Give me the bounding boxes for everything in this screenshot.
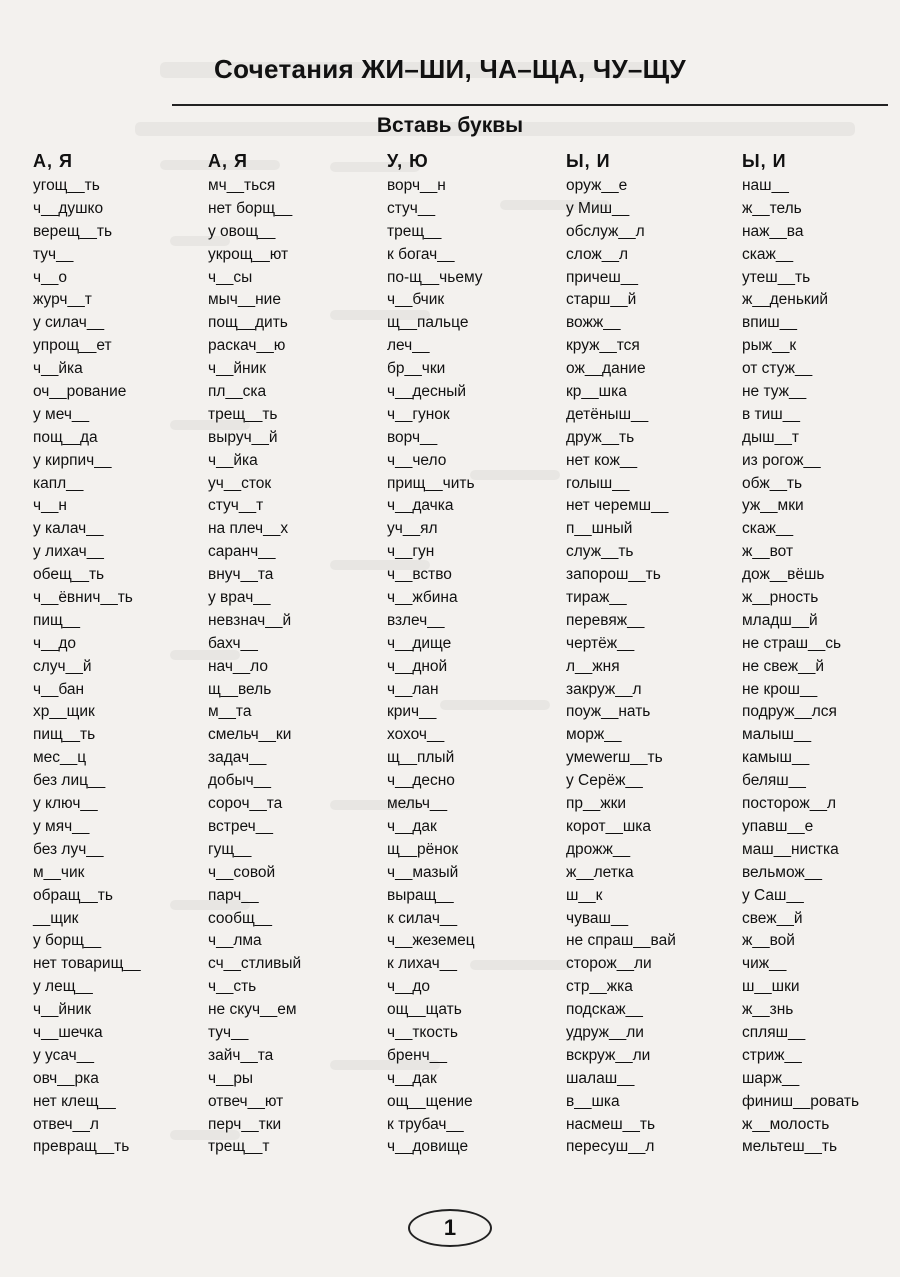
word-item: у кирпич__ — [33, 451, 112, 469]
word-item: верещ__ть — [33, 222, 113, 240]
word-item: щ__плый — [387, 749, 455, 767]
word-item: вскруж__ли — [566, 1046, 651, 1064]
word-item: стр__жка — [566, 978, 633, 996]
word-item: старш__й — [566, 291, 637, 309]
word-item: ощ__щение — [387, 1092, 473, 1110]
word-item: п__шный — [566, 520, 633, 538]
word-item: пр__жки — [566, 795, 627, 813]
word-item: в__шка — [566, 1092, 620, 1110]
word-item: добыч__ — [208, 772, 271, 790]
word-item: ч__довище — [387, 1138, 469, 1156]
word-item: пл__ска — [208, 383, 267, 401]
word-item: встреч__ — [208, 817, 273, 835]
word-item: пощ__дить — [208, 314, 288, 332]
word-item: случ__й — [33, 657, 92, 675]
column-heading: А, Я — [208, 151, 248, 171]
word-list — [387, 175, 483, 1159]
word-item: выруч__й — [208, 428, 278, 446]
word-item: не страш__сь — [742, 634, 842, 652]
word-item: сч__стливый — [208, 955, 302, 973]
word-item: камыш__ — [742, 749, 810, 767]
word-item: смельч__ки — [208, 726, 292, 744]
word-item: финиш__ровать — [742, 1092, 860, 1110]
word-item: без луч__ — [33, 840, 104, 858]
word-item: нет борщ__ — [208, 199, 293, 217]
word-item: обещ__ть — [33, 566, 105, 584]
word-item: ч__ткость — [387, 1023, 458, 1041]
word-item: у борщ__ — [33, 932, 102, 950]
word-item: ворч__ — [387, 428, 438, 446]
word-item: наш__ — [742, 177, 789, 194]
word-item: ч__сы — [208, 268, 253, 286]
word-item: ж__рность — [742, 589, 819, 607]
word-item: ч__йник — [33, 1001, 91, 1019]
word-item: корот__шка — [566, 817, 651, 835]
word-item: леч__ — [387, 337, 430, 355]
word-item: парч__ — [208, 886, 259, 904]
word-item: чиж__ — [742, 955, 787, 973]
word-item: у Миш__ — [566, 199, 630, 217]
word-item: вожж__ — [566, 314, 621, 332]
word-item: хохоч__ — [387, 726, 445, 744]
word-item: младш__й — [742, 611, 818, 629]
word-item: пищ__ — [33, 611, 81, 629]
word-item: ж__знь — [742, 1001, 794, 1019]
word-column-5 — [742, 150, 859, 1159]
word-item: шалаш__ — [566, 1069, 635, 1087]
word-item: малыш__ — [742, 726, 812, 744]
word-item: превращ__ть — [33, 1138, 130, 1156]
word-item: кр__шка — [566, 383, 627, 401]
word-item: мес__ц — [33, 749, 87, 767]
word-item: у лихач__ — [33, 543, 104, 561]
word-item: у ключ__ — [33, 795, 98, 813]
word-item: нет черемш__ — [566, 497, 669, 515]
word-item: __щик — [33, 909, 79, 927]
word-item: оч__рование — [33, 383, 127, 401]
word-item: тираж__ — [566, 589, 627, 607]
word-item: у силач__ — [33, 314, 105, 332]
word-item: обслуж__л — [566, 222, 645, 240]
word-item: скаж__ — [742, 245, 794, 263]
word-item: у лещ__ — [33, 978, 93, 996]
word-item: обж__ть — [742, 474, 803, 492]
word-item: овч__рка — [33, 1069, 99, 1087]
word-item: беляш__ — [742, 772, 806, 790]
word-item: у меч__ — [33, 405, 90, 423]
word-item: ж__вот — [742, 543, 794, 561]
word-item: невзнач__й — [208, 611, 292, 629]
word-item: не свеж__й — [742, 657, 825, 675]
word-item: без лиц__ — [33, 772, 106, 790]
word-item: бренч__ — [387, 1046, 447, 1064]
word-item: ч__гун — [387, 543, 435, 561]
word-column-4 — [566, 150, 676, 1159]
column-heading: А, Я — [33, 151, 73, 171]
word-item: нет товарищ__ — [33, 955, 141, 973]
word-item: ощ__щать — [387, 1001, 462, 1019]
word-item: туч__ — [33, 245, 74, 263]
word-item: раскач__ю — [208, 337, 286, 355]
word-item: отвеч__л — [33, 1115, 99, 1133]
word-item: щ__вель — [208, 680, 272, 698]
word-item: л__жня — [566, 657, 620, 675]
word-item: дож__вёшь — [742, 566, 825, 584]
word-item: ш__к — [566, 886, 603, 904]
word-item: ч__вство — [387, 566, 452, 584]
word-item: ч__бчик — [387, 291, 445, 309]
column-heading: Ы, И — [742, 151, 787, 171]
word-item: ч__до — [33, 634, 76, 652]
word-item: журч__т — [33, 291, 92, 309]
word-item: чертёж__ — [566, 634, 635, 652]
word-item: ч__дище — [387, 634, 452, 652]
word-item: пищ__ть — [33, 726, 96, 744]
word-item: ч__мазый — [387, 863, 459, 881]
word-item: м__чик — [33, 863, 85, 881]
page-title: Сочетания ЖИ–ШИ, ЧА–ЩА, ЧУ–ЩУ — [214, 54, 686, 84]
word-item: хр__щик — [33, 703, 95, 721]
word-list — [208, 175, 301, 1159]
word-item: ч__сть — [208, 978, 257, 996]
word-item: ч__жеземец — [387, 932, 475, 950]
word-item: рыж__к — [742, 337, 797, 355]
word-item: к силач__ — [387, 909, 458, 927]
word-item: мельч__ — [387, 795, 448, 813]
word-item: запорош__ть — [566, 566, 661, 584]
word-item: ч__ёвнич__ть — [33, 589, 133, 607]
word-item: чуваш__ — [566, 909, 629, 927]
word-item: укрощ__ют — [208, 245, 289, 263]
word-item: свеж__й — [742, 909, 803, 927]
word-item: дрожж__ — [566, 840, 631, 858]
word-item: у овощ__ — [208, 222, 276, 240]
word-item: м__та — [208, 703, 252, 721]
word-item: крич__ — [387, 703, 437, 721]
word-item: не скуч__ем — [208, 1001, 297, 1019]
word-item: сторож__ли — [566, 955, 652, 973]
word-item: зайч__та — [208, 1046, 274, 1064]
word-column-3 — [387, 150, 483, 1159]
word-item: у Серёж__ — [566, 772, 643, 790]
word-item: ж__денький — [742, 291, 829, 309]
word-item: отвеч__ют — [208, 1092, 284, 1110]
word-item: ш__шки — [742, 978, 800, 996]
column-heading: У, Ю — [387, 151, 429, 171]
word-item: щ__рёнок — [387, 840, 459, 858]
word-item: насмеш__ть — [566, 1115, 656, 1133]
column-heading: Ы, И — [566, 151, 611, 171]
word-item: голыш__ — [566, 474, 630, 492]
word-item: ч__лма — [208, 932, 262, 950]
word-item: причеш__ — [566, 268, 639, 286]
word-item: ч__бан — [33, 680, 85, 698]
word-item: у Саш__ — [742, 886, 804, 904]
word-item: ч__десный — [387, 383, 467, 401]
word-item: умеwerш__ть — [566, 749, 663, 767]
word-item: ч__йка — [33, 360, 83, 378]
word-item: по-щ__чьему — [387, 268, 483, 286]
word-item: выращ__ — [387, 886, 454, 904]
word-item: детёныш__ — [566, 405, 649, 423]
word-item: поуж__нать — [566, 703, 651, 721]
word-item: упавш__е — [742, 817, 814, 835]
page-number: 1 — [408, 1209, 492, 1247]
word-item: ч__жбина — [387, 589, 458, 607]
word-item: перевяж__ — [566, 611, 645, 629]
word-item: щ__пальце — [387, 314, 469, 332]
word-column-2 — [208, 150, 301, 1159]
word-item: перч__тки — [208, 1115, 282, 1133]
word-item: у усач__ — [33, 1046, 94, 1064]
word-item: ож__дание — [566, 360, 646, 378]
word-item: пощ__да — [33, 428, 98, 446]
word-list — [566, 175, 676, 1159]
word-item: обращ__ть — [33, 886, 113, 904]
word-item: у калач__ — [33, 520, 104, 538]
word-item: ч__шечка — [33, 1023, 103, 1041]
word-item: впиш__ — [742, 314, 797, 332]
word-item: туч__ — [208, 1023, 249, 1041]
word-item: стуч__т — [208, 497, 264, 515]
word-item: стуч__ — [387, 199, 436, 217]
word-item: саранч__ — [208, 543, 276, 561]
word-item: у мяч__ — [33, 817, 90, 835]
word-item: капл__ — [33, 474, 84, 492]
word-item: подруж__лся — [742, 703, 837, 721]
word-item: ч__дак — [387, 1069, 437, 1087]
word-item: задач__ — [208, 749, 267, 767]
word-item: ч__десно — [387, 772, 455, 790]
title-divider — [172, 104, 888, 106]
word-list — [33, 175, 141, 1159]
word-item: упрощ__ет — [33, 337, 112, 355]
word-item: бахч__ — [208, 634, 258, 652]
word-item: удруж__ли — [566, 1023, 644, 1041]
word-item: внуч__та — [208, 566, 274, 584]
word-item: угощ__ть — [33, 177, 100, 194]
word-item: ж__молость — [742, 1115, 830, 1133]
word-item: у врач__ — [208, 589, 271, 607]
word-item: ч__йка — [208, 451, 258, 469]
word-item: ч__до — [387, 978, 430, 996]
word-item: дыш__т — [742, 428, 799, 446]
word-list — [742, 175, 859, 1159]
word-item: ч__чело — [387, 451, 447, 469]
word-item: ч__дной — [387, 657, 448, 675]
word-item: ч__дачка — [387, 497, 454, 515]
word-item: к трубач__ — [387, 1115, 464, 1133]
word-item: утеш__ть — [742, 268, 811, 286]
word-item: морж__ — [566, 726, 622, 744]
word-item: наж__ва — [742, 222, 804, 240]
word-item: трещ__ть — [208, 405, 278, 423]
word-item: к лихач__ — [387, 955, 457, 973]
word-item: уж__мки — [742, 497, 804, 515]
word-item: нет клещ__ — [33, 1092, 116, 1110]
word-item: гущ__ — [208, 840, 252, 858]
word-item: круж__тся — [566, 337, 640, 355]
word-item: сообщ__ — [208, 909, 273, 927]
word-item: сороч__та — [208, 795, 283, 813]
word-item: ч__о — [33, 268, 67, 286]
word-item: шарж__ — [742, 1069, 800, 1087]
word-item: бр__чки — [387, 360, 446, 378]
word-item: ч__дак — [387, 817, 437, 835]
word-item: не туж__ — [742, 383, 807, 401]
word-item: нет кож__ — [566, 451, 638, 469]
word-item: от стуж__ — [742, 360, 813, 378]
word-item: посторож__л — [742, 795, 837, 813]
word-item: закруж__л — [566, 680, 642, 698]
word-item: пересуш__л — [566, 1138, 655, 1156]
word-item: ч__ры — [208, 1069, 254, 1087]
word-item: в тиш__ — [742, 405, 800, 423]
word-item: из рогож__ — [742, 451, 821, 469]
word-item: оруж__е — [566, 177, 628, 194]
word-column-1 — [33, 150, 141, 1159]
word-item: не крош__ — [742, 680, 818, 698]
word-item: ч__йник — [208, 360, 266, 378]
word-item: ж__вой — [742, 932, 795, 950]
word-item: уч__сток — [208, 474, 272, 492]
word-item: ч__гунок — [387, 405, 450, 423]
word-item: стриж__ — [742, 1046, 802, 1064]
word-item: служ__ть — [566, 543, 634, 561]
word-item: взлеч__ — [387, 611, 445, 629]
word-item: нач__ло — [208, 657, 268, 675]
word-item: уч__ял — [387, 520, 438, 538]
word-item: ч__совой — [208, 863, 276, 881]
word-item: ж__летка — [566, 863, 634, 881]
word-item: спляш__ — [742, 1023, 806, 1041]
word-item: друж__ть — [566, 428, 635, 446]
word-item: ж__тель — [742, 199, 802, 217]
word-item: вельмож__ — [742, 863, 822, 881]
word-item: ч__лан — [387, 680, 439, 698]
word-item: трещ__ — [387, 222, 442, 240]
word-item: слож__л — [566, 245, 629, 263]
word-item: мч__ться — [208, 177, 276, 194]
exercise-instruction: Вставь буквы — [376, 114, 524, 137]
word-item: подскаж__ — [566, 1001, 643, 1019]
word-item: на плеч__х — [208, 520, 289, 538]
word-item: скаж__ — [742, 520, 794, 538]
word-item: маш__нистка — [742, 840, 839, 858]
word-item: прищ__чить — [387, 474, 475, 492]
word-item: мыч__ние — [208, 291, 281, 309]
word-item: ч__душко — [33, 199, 104, 217]
word-item: ч__н — [33, 497, 67, 515]
word-item: ворч__н — [387, 177, 446, 194]
word-item: трещ__т — [208, 1138, 270, 1156]
word-item: мельтеш__ть — [742, 1138, 838, 1156]
word-item: к богач__ — [387, 245, 455, 263]
word-item: не спраш__вай — [566, 932, 676, 950]
